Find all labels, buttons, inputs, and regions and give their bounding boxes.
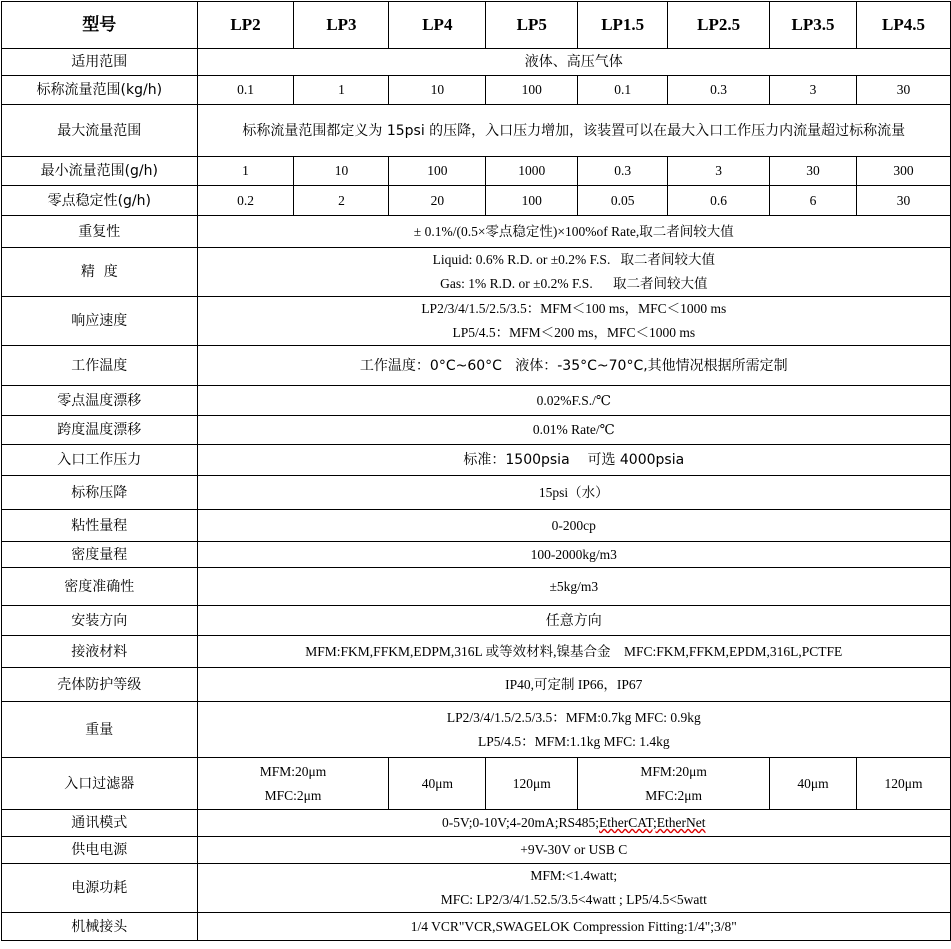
row-response — [2, 297, 951, 346]
row-value: 0-200cp — [197, 510, 950, 542]
filter-cell-e: 40μm — [770, 758, 857, 810]
cell-value: 300 — [857, 157, 951, 186]
row-label: 密度量程 — [2, 542, 198, 568]
comm-ethernet: EtherCAT;EtherNet — [599, 815, 706, 830]
row-label: 适用范围 — [2, 49, 198, 76]
filter-cell-c: 120μm — [486, 758, 578, 810]
row-label: 最大流量范围 — [2, 105, 198, 157]
row-fitting — [2, 913, 951, 941]
row-value: 标称流量范围都定义为 15psi 的压降，入口压力增加，该装置可以在最大入口工作压力内流量超过标称流量 — [197, 105, 950, 157]
comm-analog: 0-5V;0-10V;4-20mA;RS485; — [442, 815, 600, 830]
row-max-flow — [2, 105, 951, 157]
consumption-line-1: MFM:<1.4watt; — [530, 868, 618, 883]
row-label: 密度准确性 — [2, 568, 198, 606]
row-value: 液体、高压气体 — [197, 49, 950, 76]
accuracy-liquid: Liquid: 0.6% R.D. or ±0.2% F.S. 取二者间较大值 — [432, 252, 715, 267]
model-lp5: LP5 — [486, 2, 578, 49]
row-label: 重量 — [2, 702, 198, 758]
row-filter — [2, 758, 951, 810]
filter-mfc: MFC:2μm — [264, 787, 322, 803]
row-working-temp — [2, 346, 951, 386]
row-zero-temp-drift — [2, 386, 951, 416]
cell-value: 10 — [389, 76, 486, 105]
row-label: 零点温度漂移 — [2, 386, 198, 416]
row-label: 工作温度 — [2, 346, 198, 386]
row-value — [197, 864, 950, 913]
row-value: 1/4 VCR"VCR,SWAGELOK Compression Fitting:1/4";3/8" — [197, 913, 950, 941]
header-row — [2, 2, 951, 49]
row-repeatability — [2, 216, 951, 248]
row-label: 通讯模式 — [2, 810, 198, 837]
row-value — [197, 248, 950, 297]
row-nominal-drop — [2, 476, 951, 510]
row-label: 跨度温度漂移 — [2, 416, 198, 445]
row-mounting — [2, 606, 951, 636]
cell-value: 0.2 — [197, 186, 294, 216]
model-lp2-5: LP2.5 — [668, 2, 770, 49]
row-value: 任意方向 — [197, 606, 950, 636]
row-density-range — [2, 542, 951, 568]
row-span-temp-drift — [2, 416, 951, 445]
row-label: 机械接头 — [2, 913, 198, 941]
filter-cell-f: 120μm — [857, 758, 951, 810]
filter-cell-a — [197, 758, 389, 810]
row-viscosity — [2, 510, 951, 542]
row-value: 0.01% Rate/℃ — [197, 416, 950, 445]
header-label: 型号 — [2, 2, 198, 49]
row-weight — [2, 702, 951, 758]
filter-mfm: MFM:20μm — [640, 763, 707, 779]
cell-value: 3 — [668, 157, 770, 186]
row-label: 接液材料 — [2, 636, 198, 668]
spec-table — [1, 1, 951, 941]
row-comm — [2, 810, 951, 837]
cell-value: 1000 — [486, 157, 578, 186]
row-label: 精 度 — [2, 248, 198, 297]
row-accuracy — [2, 248, 951, 297]
cell-value: 10 — [294, 157, 389, 186]
row-consumption — [2, 864, 951, 913]
cell-value: 20 — [389, 186, 486, 216]
model-lp1-5: LP1.5 — [578, 2, 668, 49]
cell-value: 0.3 — [668, 76, 770, 105]
row-value: 工作温度：0°C~60°C 液体：-35°C~70°C,其他情况根据所需定制 — [197, 346, 950, 386]
row-value: MFM:FKM,FFKM,EDPM,316L 或等效材料,镍基合金 MFC:FKM,FFKM,EPDM,316L,PCTFE — [197, 636, 950, 668]
cell-value: 6 — [770, 186, 857, 216]
row-value: +9V-30V or USB C — [197, 837, 950, 864]
cell-value: 3 — [770, 76, 857, 105]
consumption-line-2: MFC: LP2/3/4/1.52.5/3.5<4watt ; LP5/4.5<5watt — [440, 892, 707, 907]
row-power — [2, 837, 951, 864]
filter-cell-b: 40μm — [389, 758, 486, 810]
response-line-1: LP2/3/4/1.5/2.5/3.5：MFM＜100 ms，MFC＜1000 ms — [421, 301, 727, 316]
model-lp4-5: LP4.5 — [857, 2, 951, 49]
row-value: 100-2000kg/m3 — [197, 542, 950, 568]
cell-value: 1 — [294, 76, 389, 105]
row-value: 0.02%F.S./℃ — [197, 386, 950, 416]
row-min-flow — [2, 157, 951, 186]
row-wetted — [2, 636, 951, 668]
row-label: 响应速度 — [2, 297, 198, 346]
filter-cell-d — [578, 758, 770, 810]
row-value: ±5kg/m3 — [197, 568, 950, 606]
row-label: 入口工作压力 — [2, 445, 198, 476]
row-value — [197, 810, 950, 837]
row-value — [197, 297, 950, 346]
row-value: ± 0.1%/(0.5×零点稳定性)×100%of Rate,取二者间较大值 — [197, 216, 950, 248]
cell-value: 100 — [486, 76, 578, 105]
row-value — [197, 702, 950, 758]
cell-value: 0.1 — [197, 76, 294, 105]
row-label: 壳体防护等级 — [2, 668, 198, 702]
cell-value: 30 — [770, 157, 857, 186]
row-nominal-flow — [2, 76, 951, 105]
row-zero-stability — [2, 186, 951, 216]
row-label: 供电电源 — [2, 837, 198, 864]
row-value: 标准：1500psia 可选 4000psia — [197, 445, 950, 476]
cell-value: 0.6 — [668, 186, 770, 216]
row-value: 15psi（水） — [197, 476, 950, 510]
row-label: 入口过滤器 — [2, 758, 198, 810]
filter-mfm: MFM:20μm — [259, 763, 327, 779]
row-application — [2, 49, 951, 76]
cell-value: 30 — [857, 186, 951, 216]
response-line-2: LP5/4.5：MFM＜200 ms，MFC＜1000 ms — [452, 325, 696, 340]
weight-line-1: LP2/3/4/1.5/2.5/3.5：MFM:0.7kg MFC: 0.9kg — [446, 709, 701, 725]
row-protection — [2, 668, 951, 702]
filter-mfc: MFC:2μm — [645, 787, 703, 803]
row-label: 标称流量范围(kg/h) — [2, 76, 198, 105]
cell-value: 100 — [486, 186, 578, 216]
model-lp3: LP3 — [294, 2, 389, 49]
row-label: 电源功耗 — [2, 864, 198, 913]
cell-value: 0.3 — [578, 157, 668, 186]
cell-value: 0.1 — [578, 76, 668, 105]
cell-value: 0.05 — [578, 186, 668, 216]
model-lp4: LP4 — [389, 2, 486, 49]
row-label: 重复性 — [2, 216, 198, 248]
row-value: IP40,可定制 IP66，IP67 — [197, 668, 950, 702]
row-inlet-pressure — [2, 445, 951, 476]
cell-value: 30 — [857, 76, 951, 105]
weight-line-2: LP5/4.5：MFM:1.1kg MFC: 1.4kg — [477, 733, 670, 749]
cell-value: 1 — [197, 157, 294, 186]
accuracy-gas: Gas: 1% R.D. or ±0.2% F.S. 取二者间较大值 — [440, 276, 708, 291]
row-label: 零点稳定性(g/h) — [2, 186, 198, 216]
row-label: 粘性量程 — [2, 510, 198, 542]
row-label: 最小流量范围(g/h) — [2, 157, 198, 186]
row-label: 安装方向 — [2, 606, 198, 636]
cell-value: 2 — [294, 186, 389, 216]
model-lp2: LP2 — [197, 2, 294, 49]
row-density-accuracy — [2, 568, 951, 606]
row-label: 标称压降 — [2, 476, 198, 510]
cell-value: 100 — [389, 157, 486, 186]
model-lp3-5: LP3.5 — [770, 2, 857, 49]
